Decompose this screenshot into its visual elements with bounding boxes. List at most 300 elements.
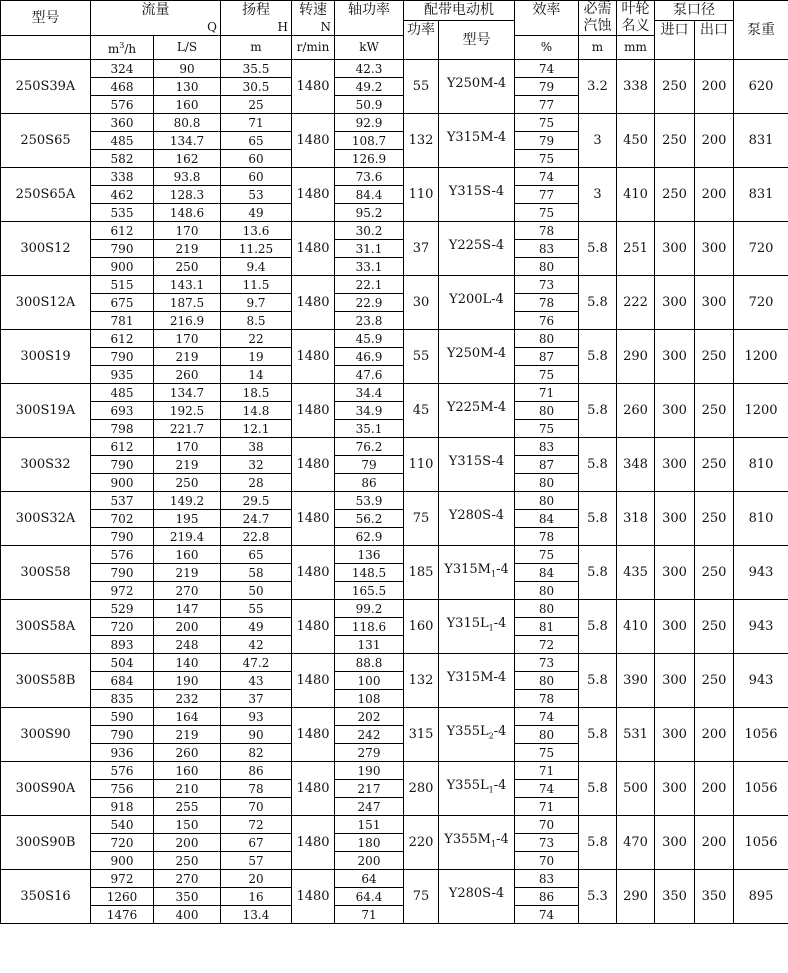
shaft-power-cell: 100 [335,672,404,690]
motor-power-cell: 280 [404,762,439,816]
flow-m3h-cell: 900 [91,852,154,870]
flow-m3h-cell: 576 [91,762,154,780]
flow-m3h-cell: 936 [91,744,154,762]
npsh-cell: 5.8 [579,546,617,600]
header-flow [91,1,221,36]
motor-model-base: Y250M-4 [446,76,507,92]
outlet-cell: 200 [695,762,734,816]
table-row [1,870,788,888]
model-cell: 300S32A [1,492,91,546]
speed-cell: 1480 [292,600,335,654]
inlet-cell: 300 [655,762,695,816]
header-npsh-line1: 必需 [583,1,612,17]
shaft-power-cell: 84.4 [335,186,404,204]
head-cell: 57 [221,852,292,870]
efficiency-cell: 77 [515,96,579,114]
efficiency-cell: 84 [515,564,579,582]
efficiency-cell: 87 [515,456,579,474]
npsh-cell: 5.8 [579,438,617,492]
motor-power-cell: 315 [404,708,439,762]
header-inlet: 进口 [655,21,695,60]
efficiency-cell: 80 [515,330,579,348]
outlet-cell: 200 [695,114,734,168]
flow-ls-cell: 170 [154,330,221,348]
head-cell: 86 [221,762,292,780]
flow-m3h-cell: 576 [91,96,154,114]
motor-model-sub: 1 [488,785,494,795]
head-cell: 53 [221,186,292,204]
efficiency-cell: 80 [515,582,579,600]
motor-model-sub: 1 [490,839,497,849]
impeller-cell: 290 [617,870,655,924]
shaft-power-cell: 50.9 [335,96,404,114]
flow-ls-cell: 255 [154,798,221,816]
efficiency-cell: 84 [515,510,579,528]
model-cell: 350S16 [1,870,91,924]
inlet-cell: 300 [655,492,695,546]
flow-m3h-cell: 675 [91,294,154,312]
unit-speed: r/min [292,36,335,60]
shaft-power-cell: 126.9 [335,150,404,168]
efficiency-cell: 71 [515,798,579,816]
head-cell: 16 [221,888,292,906]
efficiency-cell: 76 [515,312,579,330]
motor-model-base: Y315M-4 [446,670,507,686]
header-efficiency: 效率 [515,1,579,36]
outlet-cell: 250 [695,654,734,708]
inlet-cell: 250 [655,168,695,222]
model-cell: 250S39A [1,60,91,114]
efficiency-cell: 80 [515,600,579,618]
shaft-power-cell: 49.2 [335,78,404,96]
impeller-cell: 470 [617,816,655,870]
flow-m3h-cell: 781 [91,312,154,330]
flow-m3h-cell: 893 [91,636,154,654]
impeller-cell: 222 [617,276,655,330]
header-head-label: 扬程 [242,2,270,18]
motor-model-base: Y355L [446,778,489,794]
speed-cell: 1480 [292,222,335,276]
flow-ls-cell: 164 [154,708,221,726]
inlet-cell: 250 [655,60,695,114]
inlet-cell: 250 [655,114,695,168]
flow-m3h-cell: 1260 [91,888,154,906]
head-cell: 30.5 [221,78,292,96]
impeller-cell: 348 [617,438,655,492]
flow-m3h-cell: 972 [91,582,154,600]
motor-model-base: Y355L [446,724,489,740]
outlet-cell: 250 [695,330,734,384]
outlet-cell: 200 [695,168,734,222]
head-cell: 37 [221,690,292,708]
efficiency-cell: 74 [515,780,579,798]
speed-cell: 1480 [292,114,335,168]
motor-model-base: Y280S-4 [448,508,505,524]
table-row [1,762,788,780]
unit-flow-m3h: $m^3/h$ [91,36,154,60]
efficiency-cell: 81 [515,618,579,636]
flow-m3h-cell: 360 [91,114,154,132]
npsh-cell: 5.8 [579,762,617,816]
flow-ls-cell: 350 [154,888,221,906]
flow-ls-cell: 260 [154,744,221,762]
motor-model-cell [439,816,515,870]
efficiency-cell: 74 [515,60,579,78]
head-cell: 9.4 [221,258,292,276]
flow-m3h-cell: 918 [91,798,154,816]
weight-cell: 810 [734,492,788,546]
head-cell: 93 [221,708,292,726]
efficiency-cell: 70 [515,816,579,834]
motor-model-cell [439,114,515,168]
motor-model-tail: -4 [493,616,507,632]
impeller-cell: 450 [617,114,655,168]
flow-m3h-cell: 720 [91,618,154,636]
table-row [1,708,788,726]
shaft-power-cell: 136 [335,546,404,564]
header-shaft-power: 轴功率 [335,1,404,36]
outlet-cell: 300 [695,222,734,276]
flow-ls-cell: 250 [154,474,221,492]
speed-cell: 1480 [292,546,335,600]
inlet-cell: 300 [655,654,695,708]
table-row [1,60,788,78]
flow-m3h-cell: 338 [91,168,154,186]
head-cell: 82 [221,744,292,762]
efficiency-cell: 78 [515,222,579,240]
flow-ls-cell: 143.1 [154,276,221,294]
efficiency-cell: 80 [515,474,579,492]
flow-m3h-cell: 540 [91,816,154,834]
outlet-cell: 250 [695,438,734,492]
model-cell: 300S19A [1,384,91,438]
flow-m3h-cell: 612 [91,438,154,456]
inlet-cell: 300 [655,816,695,870]
efficiency-cell: 74 [515,708,579,726]
flow-m3h-cell: 972 [91,870,154,888]
efficiency-cell: 80 [515,258,579,276]
weight-cell: 1056 [734,762,788,816]
head-cell: 20 [221,870,292,888]
shaft-power-cell: 64 [335,870,404,888]
table-row [1,654,788,672]
motor-model-base: Y315M [444,562,491,578]
model-cell: 300S58B [1,654,91,708]
npsh-cell: 5.8 [579,276,617,330]
speed-cell: 1480 [292,654,335,708]
shaft-power-cell: 31.1 [335,240,404,258]
inlet-cell: 300 [655,384,695,438]
flow-ls-cell: 210 [154,780,221,798]
shaft-power-cell: 42.3 [335,60,404,78]
motor-model-base: Y355M [444,832,491,848]
impeller-cell: 435 [617,546,655,600]
weight-cell: 720 [734,222,788,276]
motor-model-base: Y315S-4 [448,454,505,470]
impeller-cell: 531 [617,708,655,762]
flow-ls-cell: 250 [154,852,221,870]
flow-ls-cell: 160 [154,96,221,114]
weight-cell: 810 [734,438,788,492]
speed-cell: 1480 [292,276,335,330]
speed-cell: 1480 [292,708,335,762]
efficiency-cell: 75 [515,150,579,168]
head-cell: 32 [221,456,292,474]
outlet-cell: 350 [695,870,734,924]
efficiency-cell: 73 [515,276,579,294]
npsh-cell: 5.8 [579,654,617,708]
efficiency-cell: 83 [515,870,579,888]
head-cell: 60 [221,168,292,186]
head-cell: 11.25 [221,240,292,258]
model-cell: 300S58 [1,546,91,600]
shaft-power-cell: 86 [335,474,404,492]
flow-m3h-cell: 468 [91,78,154,96]
flow-ls-cell: 216.9 [154,312,221,330]
flow-ls-cell: 221.7 [154,420,221,438]
header-motor: 配带电动机 [404,1,515,21]
table-row [1,330,788,348]
shaft-power-cell: 88.8 [335,654,404,672]
motor-power-cell: 132 [404,114,439,168]
head-cell: 35.5 [221,60,292,78]
efficiency-cell: 83 [515,438,579,456]
flow-m3h-cell: 582 [91,150,154,168]
table-body [1,60,788,924]
unit-flow-ls: L/S [154,36,221,60]
motor-model-sub: 1 [488,623,494,633]
motor-power-cell: 30 [404,276,439,330]
shaft-power-cell: 30.2 [335,222,404,240]
head-cell: 11.5 [221,276,292,294]
outlet-cell: 250 [695,600,734,654]
weight-cell: 620 [734,60,788,114]
impeller-cell: 338 [617,60,655,114]
motor-model-base: Y250M-4 [446,346,507,362]
header-speed-symbol: N [320,20,331,34]
speed-cell: 1480 [292,438,335,492]
motor-model-sub: 1 [490,569,497,579]
head-cell: 67 [221,834,292,852]
flow-ls-cell: 219 [154,456,221,474]
flow-m3h-cell: 324 [91,60,154,78]
motor-power-cell: 75 [404,492,439,546]
head-cell: 60 [221,150,292,168]
inlet-cell: 300 [655,276,695,330]
head-cell: 19 [221,348,292,366]
model-cell: 300S32 [1,438,91,492]
flow-ls-cell: 134.7 [154,384,221,402]
header-flow-label: 流量 [141,2,170,18]
impeller-cell: 500 [617,762,655,816]
head-cell: 55 [221,600,292,618]
outlet-cell: 200 [695,60,734,114]
npsh-cell: 5.3 [579,870,617,924]
flow-ls-cell: 187.5 [154,294,221,312]
head-cell: 14 [221,366,292,384]
outlet-cell: 300 [695,276,734,330]
header-npsh [579,1,617,36]
efficiency-cell: 80 [515,402,579,420]
motor-model-cell [439,330,515,384]
flow-ls-cell: 160 [154,546,221,564]
efficiency-cell: 79 [515,132,579,150]
efficiency-cell: 73 [515,654,579,672]
table-row [1,492,788,510]
header-head-symbol: H [277,20,288,34]
table-row [1,168,788,186]
motor-power-cell: 75 [404,870,439,924]
flow-m3h-cell: 612 [91,330,154,348]
header-impeller [617,1,655,36]
inlet-cell: 300 [655,708,695,762]
flow-ls-cell: 93.8 [154,168,221,186]
shaft-power-cell: 79 [335,456,404,474]
impeller-cell: 410 [617,600,655,654]
flow-ls-cell: 232 [154,690,221,708]
motor-model-base: Y280S-4 [448,886,505,902]
efficiency-cell: 75 [515,420,579,438]
motor-model-cell [439,438,515,492]
head-cell: 49 [221,618,292,636]
head-cell: 43 [221,672,292,690]
efficiency-cell: 74 [515,168,579,186]
flow-m3h-cell: 576 [91,546,154,564]
motor-model-base: Y225M-4 [446,400,507,416]
header-npsh-line2: 汽蚀 [583,18,612,34]
motor-model-cell [439,762,515,816]
shaft-power-cell: 190 [335,762,404,780]
flow-m3h-cell: 790 [91,528,154,546]
head-cell: 8.5 [221,312,292,330]
weight-cell: 943 [734,546,788,600]
head-cell: 65 [221,132,292,150]
motor-model-cell [439,168,515,222]
inlet-cell: 300 [655,438,695,492]
motor-power-cell: 37 [404,222,439,276]
flow-m3h-cell: 790 [91,564,154,582]
shaft-power-cell: 76.2 [335,438,404,456]
flow-ls-cell: 147 [154,600,221,618]
head-cell: 22.8 [221,528,292,546]
impeller-cell: 390 [617,654,655,708]
efficiency-cell: 75 [515,204,579,222]
table-row [1,276,788,294]
flow-ls-cell: 200 [154,618,221,636]
head-cell: 42 [221,636,292,654]
impeller-cell: 260 [617,384,655,438]
flow-ls-cell: 260 [154,366,221,384]
flow-m3h-cell: 515 [91,276,154,294]
efficiency-cell: 80 [515,492,579,510]
efficiency-cell: 78 [515,690,579,708]
head-cell: 50 [221,582,292,600]
motor-power-cell: 55 [404,60,439,114]
shaft-power-cell: 34.9 [335,402,404,420]
flow-m3h-cell: 684 [91,672,154,690]
head-cell: 47.2 [221,654,292,672]
npsh-cell: 5.8 [579,708,617,762]
flow-m3h-cell: 790 [91,348,154,366]
speed-cell: 1480 [292,816,335,870]
npsh-cell: 3 [579,114,617,168]
shaft-power-cell: 247 [335,798,404,816]
efficiency-cell: 80 [515,672,579,690]
weight-cell: 1056 [734,816,788,870]
shaft-power-cell: 131 [335,636,404,654]
header-impeller-line2: 名义 [621,18,650,34]
flow-ls-cell: 270 [154,582,221,600]
header-outlet: 出口 [695,21,734,60]
efficiency-cell: 87 [515,348,579,366]
flow-m3h-cell: 790 [91,240,154,258]
motor-model-cell [439,708,515,762]
motor-power-cell: 110 [404,438,439,492]
weight-cell: 1200 [734,330,788,384]
head-cell: 18.5 [221,384,292,402]
flow-m3h-cell: 612 [91,222,154,240]
speed-cell: 1480 [292,870,335,924]
shaft-power-cell: 279 [335,744,404,762]
impeller-cell: 318 [617,492,655,546]
efficiency-cell: 77 [515,186,579,204]
unit-impeller: mm [617,36,655,60]
flow-ls-cell: 195 [154,510,221,528]
motor-model-cell [439,492,515,546]
table-row [1,816,788,834]
motor-model-cell [439,384,515,438]
efficiency-cell: 86 [515,888,579,906]
shaft-power-cell: 148.5 [335,564,404,582]
efficiency-cell: 75 [515,546,579,564]
motor-model-base: Y315M-4 [446,130,507,146]
flow-ls-cell: 150 [154,816,221,834]
motor-power-cell: 160 [404,600,439,654]
weight-cell: 943 [734,600,788,654]
head-cell: 14.8 [221,402,292,420]
motor-model-tail: -4 [496,832,509,848]
shaft-power-cell: 34.4 [335,384,404,402]
weight-cell: 831 [734,168,788,222]
unit-head: m [221,36,292,60]
speed-cell: 1480 [292,384,335,438]
motor-power-cell: 55 [404,330,439,384]
outlet-cell: 250 [695,546,734,600]
head-cell: 9.7 [221,294,292,312]
motor-model-cell [439,222,515,276]
flow-ls-cell: 170 [154,222,221,240]
header-impeller-line1: 叶轮 [621,1,650,17]
table-row [1,600,788,618]
speed-cell: 1480 [292,60,335,114]
npsh-cell: 3.2 [579,60,617,114]
efficiency-cell: 73 [515,834,579,852]
npsh-cell: 5.8 [579,222,617,276]
npsh-cell: 5.8 [579,816,617,870]
flow-ls-cell: 219 [154,240,221,258]
head-cell: 71 [221,114,292,132]
model-cell: 300S12A [1,276,91,330]
motor-model-cell [439,546,515,600]
header-weight: 泵重 [734,1,788,60]
efficiency-cell: 70 [515,852,579,870]
shaft-power-cell: 242 [335,726,404,744]
flow-m3h-cell: 900 [91,474,154,492]
motor-model-base: Y200L-4 [449,292,504,308]
shaft-power-cell: 46.9 [335,348,404,366]
weight-cell: 943 [734,654,788,708]
motor-model-cell [439,60,515,114]
